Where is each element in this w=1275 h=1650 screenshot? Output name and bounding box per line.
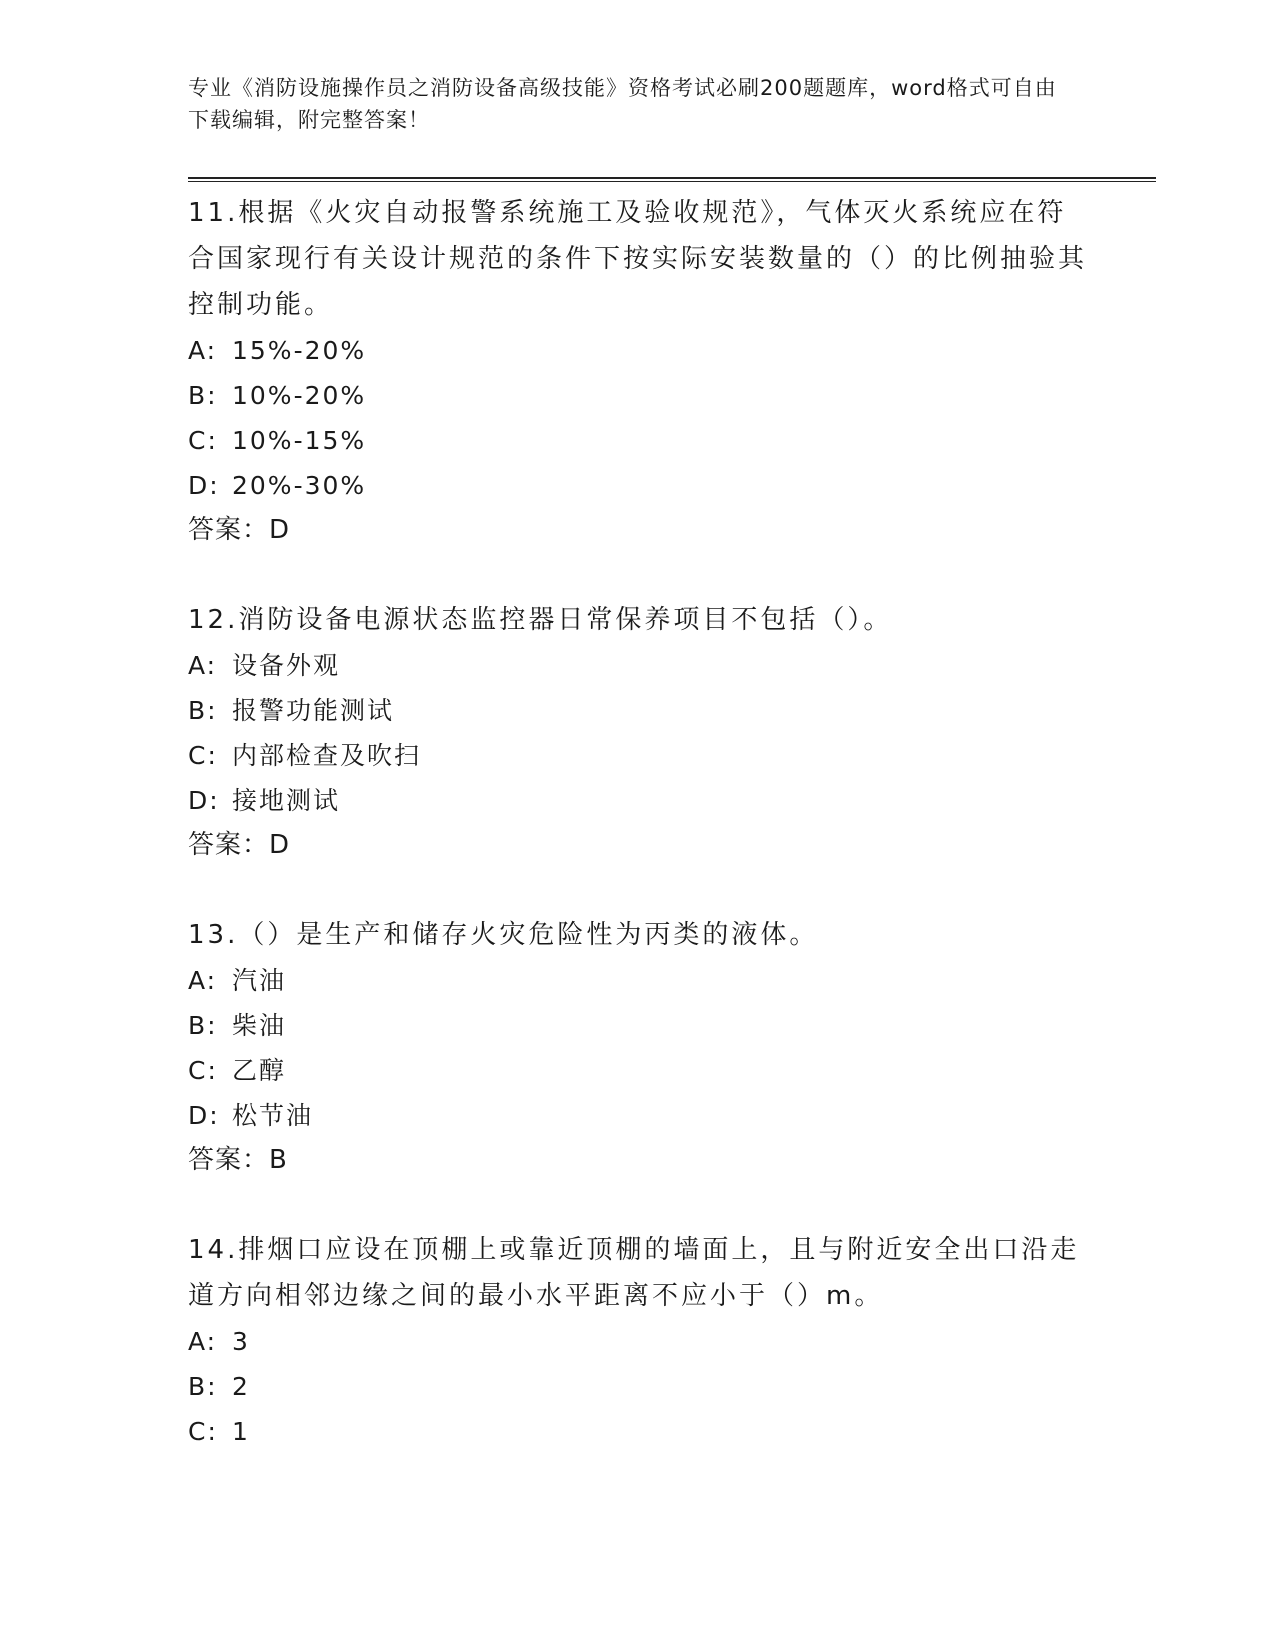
option-text: 松节油 [232, 1101, 314, 1130]
option-letter: D: [188, 1101, 220, 1130]
option-letter: C: [188, 426, 218, 455]
option-text: 乙醇 [232, 1056, 287, 1085]
answer-value: D [269, 515, 291, 545]
option-c [188, 733, 1088, 778]
option-b [188, 1003, 1088, 1048]
option-a [188, 1319, 1088, 1364]
option-text: 10%-15% [232, 426, 367, 455]
question-stem: 14.排烟口应设在顶棚上或靠近顶棚的墙面上，且与附近安全出口沿走道方向相邻边缘之间的最小水平距离不应小于（）m。 [188, 1235, 1080, 1311]
question-stem: 11.根据《火灾自动报警系统施工及验收规范》，气体灭火系统应在符合国家现行有关设计规范的条件下按实际安装数量的（）的比例抽验其控制功能。 [188, 198, 1088, 320]
question-11 [188, 190, 1088, 553]
question-list [188, 190, 1088, 1498]
option-letter: B: [188, 381, 218, 410]
option-letter: D: [188, 786, 220, 815]
option-text: 报警功能测试 [232, 696, 395, 725]
option-c [188, 1409, 1088, 1454]
question-stem: 13.（）是生产和储存火灾危险性为丙类的液体。 [188, 920, 819, 950]
option-c [188, 1048, 1088, 1093]
option-text: 2 [232, 1372, 250, 1401]
option-d [188, 778, 1088, 823]
option-letter: C: [188, 1417, 218, 1446]
option-letter: C: [188, 741, 218, 770]
answer-value: B [269, 1145, 288, 1175]
option-text: 3 [232, 1327, 250, 1356]
answer-line [188, 1138, 1088, 1183]
answer-line [188, 508, 1088, 553]
question-stem: 12.消防设备电源状态监控器日常保养项目不包括（）。 [188, 605, 893, 635]
answer-label: 答案： [188, 515, 270, 545]
option-text: 1 [232, 1417, 250, 1446]
option-c [188, 418, 1088, 463]
option-text: 内部检查及吹扫 [232, 741, 422, 770]
option-letter: B: [188, 696, 218, 725]
option-b [188, 1364, 1088, 1409]
option-b [188, 373, 1088, 418]
option-letter: B: [188, 1011, 218, 1040]
page-header: 专业《消防设施操作员之消防设备高级技能》资格考试必刷200题题库，word格式可自由下载编辑，附完整答案！ [188, 76, 1057, 132]
option-text: 汽油 [232, 966, 287, 995]
option-letter: A: [188, 966, 218, 995]
header-divider [188, 177, 1156, 182]
option-letter: A: [188, 1327, 218, 1356]
option-b [188, 688, 1088, 733]
option-text: 10%-20% [232, 381, 367, 410]
option-a [188, 958, 1088, 1003]
option-letter: B: [188, 1372, 218, 1401]
option-a [188, 328, 1088, 373]
answer-label: 答案： [188, 1145, 270, 1175]
option-letter: A: [188, 651, 218, 680]
option-text: 柴油 [232, 1011, 287, 1040]
option-a [188, 643, 1088, 688]
option-text: 20%-30% [232, 471, 367, 500]
answer-line [188, 823, 1088, 868]
question-13 [188, 912, 1088, 1183]
option-d [188, 463, 1088, 508]
option-letter: D: [188, 471, 220, 500]
option-text: 15%-20% [232, 336, 367, 365]
question-12 [188, 597, 1088, 868]
option-text: 设备外观 [232, 651, 341, 680]
option-letter: C: [188, 1056, 218, 1085]
question-14 [188, 1227, 1088, 1454]
option-d [188, 1093, 1088, 1138]
option-letter: A: [188, 336, 218, 365]
option-text: 接地测试 [232, 786, 341, 815]
answer-label: 答案： [188, 830, 270, 860]
answer-value: D [269, 830, 291, 860]
